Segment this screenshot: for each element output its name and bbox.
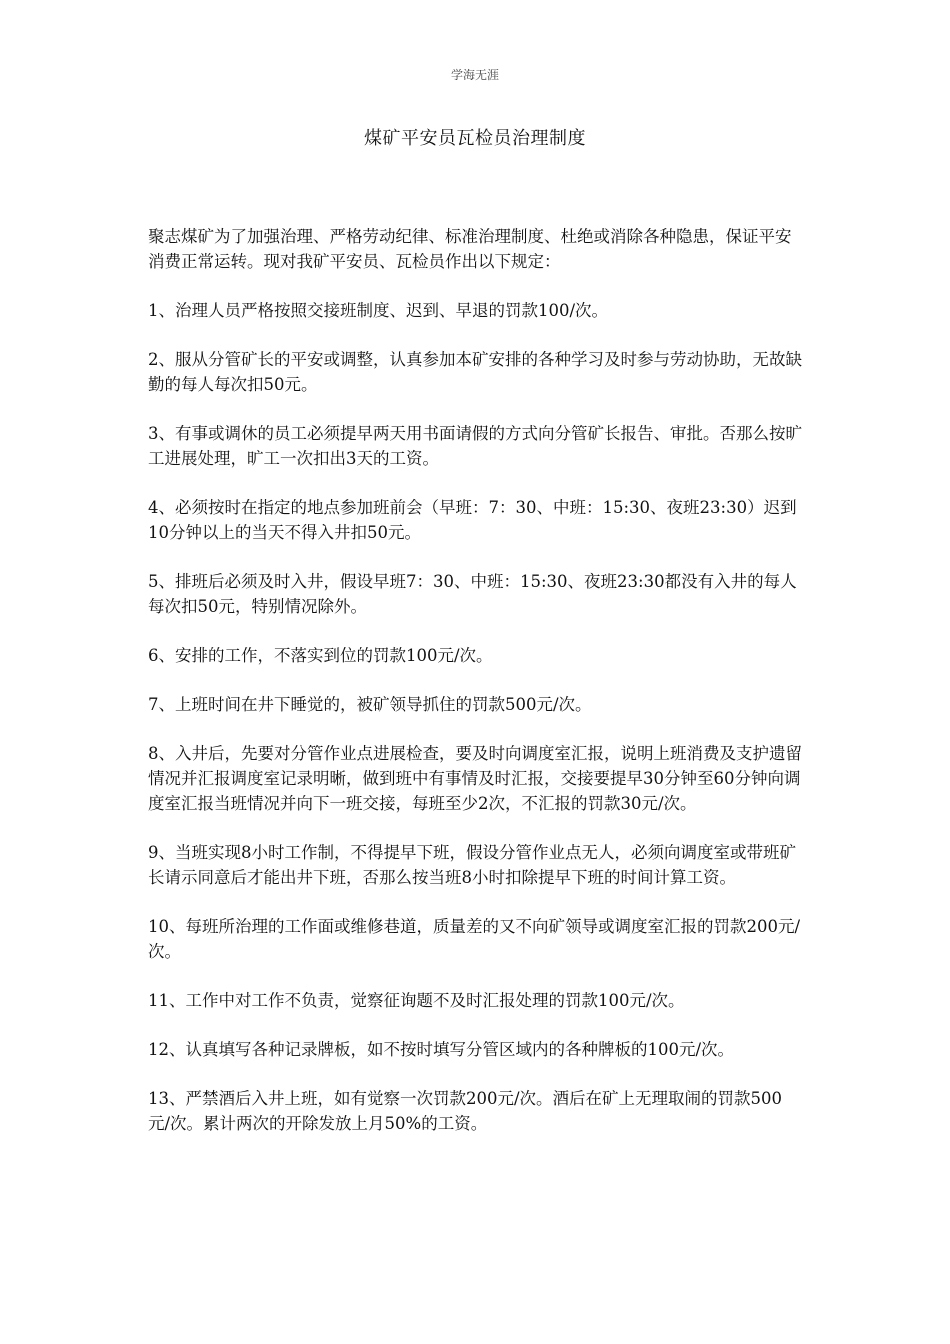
intro-paragraph: 聚志煤矿为了加强治理、严格劳动纪律、标准治理制度、杜绝或消除各种隐患，保证平安消费正常运转。现对我矿平安员、瓦检员作出以下规定： — [148, 227, 792, 271]
rule-item-10: 10、每班所治理的工作面或维修巷道，质量差的又不向矿领导或调度室汇报的罚款200元/次。 — [148, 917, 801, 961]
rule-item-4: 4、必须按时在指定的地点参加班前会（早班：7：30、中班：15:30、夜班23:30）迟到10分钟以上的当天不得入井扣50元。 — [148, 498, 797, 542]
rule-item-3: 3、有事或调休的员工必须提早两天用书面请假的方式向分管矿长报告、审批。否那么按旷工进展处理，旷工一次扣出3天的工资。 — [148, 424, 802, 468]
document-body — [148, 224, 804, 1160]
rule-item-8: 8、入井后，先要对分管作业点进展检查，要及时向调度室汇报，说明上班消费及支护遗留情况并汇报调度室记录明晰，做到班中有事情及时汇报，交接要提早30分钟至60分钟向调度室汇报当班情况并向下一班交接，每班至少2次，不汇报的罚款30元/次。 — [148, 744, 802, 813]
rule-item-9: 9、当班实现8小时工作制，不得提早下班，假设分管作业点无人，必须向调度室或带班矿长请示同意后才能出井下班，否那么按当班8小时扣除提早下班的时间计算工资。 — [148, 843, 796, 887]
rule-item-1: 1、治理人员严格按照交接班制度、迟到、早退的罚款100/次。 — [148, 301, 609, 320]
rule-item-12: 12、认真填写各种记录牌板，如不按时填写分管区域内的各种牌板的100元/次。 — [148, 1040, 735, 1059]
page-header: 学海无涯 — [450, 68, 499, 82]
rule-item-11: 11、工作中对工作不负责，觉察征询题不及时汇报处理的罚款100元/次。 — [148, 991, 685, 1010]
rule-item-5: 5、排班后必须及时入井，假设早班7：30、中班：15:30、夜班23:30都没有入井的每人每次扣50元，特别情况除外。 — [148, 572, 797, 616]
rule-item-13: 13、严禁酒后入井上班，如有觉察一次罚款200元/次。酒后在矿上无理取闹的罚款500元/次。累计两次的开除发放上月50%的工资。 — [148, 1089, 783, 1133]
rule-item-6: 6、安排的工作，不落实到位的罚款100元/次。 — [148, 646, 493, 665]
document-title: 煤矿平安员瓦检员治理制度 — [364, 128, 586, 149]
rule-item-7: 7、上班时间在井下睡觉的，被矿领导抓住的罚款500元/次。 — [148, 695, 592, 714]
rule-item-2: 2、服从分管矿长的平安或调整，认真参加本矿安排的各种学习及时参与劳动协助，无故缺勤的每人每次扣50元。 — [148, 350, 802, 394]
